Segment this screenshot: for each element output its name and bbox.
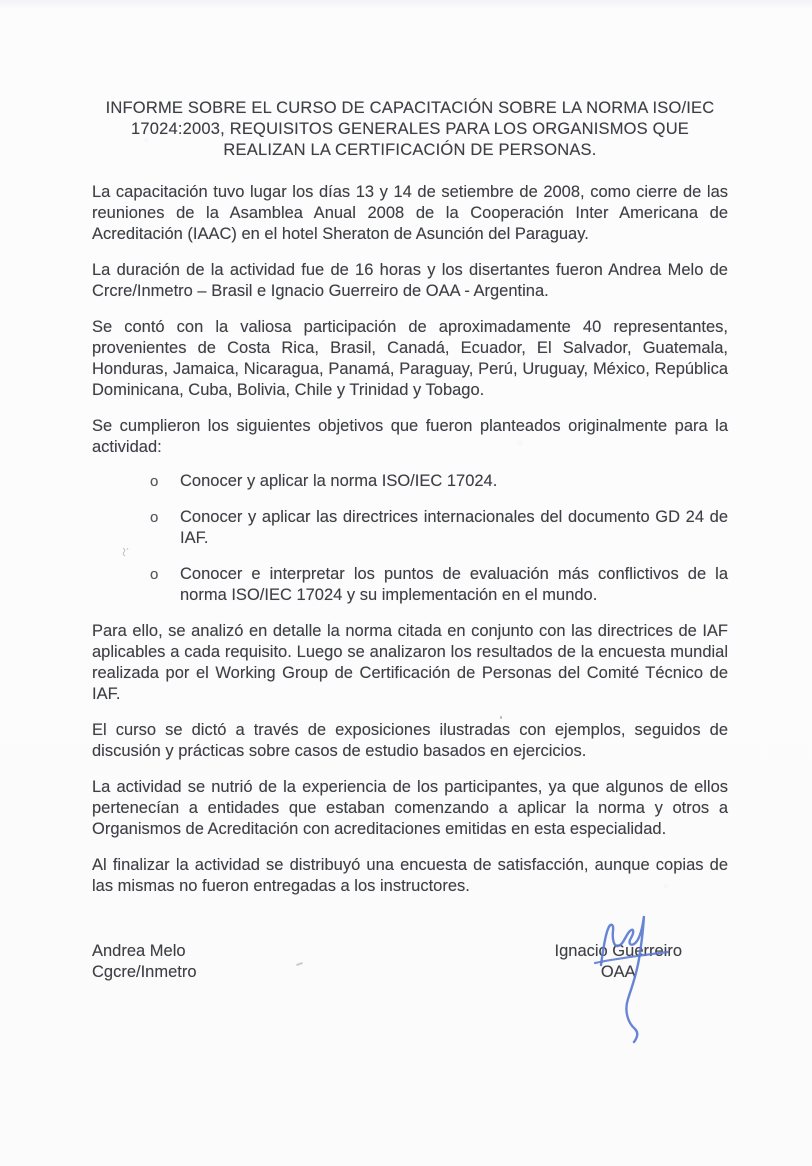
list-item — [92, 507, 728, 549]
signer-name: Ignacio Guerreiro — [554, 942, 682, 960]
signer-organization: OAA — [600, 963, 636, 981]
signature-right — [555, 941, 682, 983]
list-item-text: Conocer e interpretar los puntos de evaluación más conflictivos de la norma ISO/IEC 17024 y su implementación en el mundo. — [180, 565, 728, 604]
signature-block — [92, 941, 728, 983]
bullet-circle-icon: o — [150, 566, 159, 583]
list-item-text: Conocer y aplicar las directrices internacionales del documento GD 24 de IAF. — [180, 508, 728, 547]
objectives-list — [92, 471, 728, 606]
paragraph-analisis: Para ello, se analizó en detalle la norma citada en conjunto con las directrices de IAF aplicables a cada requisito. Luego se analizaron los resultados de la encuesta mundial realizada por el Working Group de Certificación de Personas del Comité Técnico de IAF. — [92, 622, 728, 703]
bullet-circle-icon: o — [150, 473, 159, 490]
scan-artifact-mark — [120, 546, 130, 558]
paragraph-capacitacion: La capacitación tuvo lugar los días 13 y 14 de setiembre de 2008, como cierre de las reuniones de la Asamblea Anual 2008 de la Cooperación Inter Americana de Acreditación (IAAC) en el hotel Sheraton de Asunción del Paraguay. — [92, 183, 728, 243]
paragraph-objetivos-intro: Se cumplieron los siguientes objetivos que fueron planteados originalmente para la actividad: — [92, 417, 728, 456]
bullet-circle-icon: o — [150, 509, 159, 526]
document-title: INFORME SOBRE EL CURSO DE CAPACITACIÓN SOBRE LA NORMA ISO/IEC 17024:2003, REQUISITOS GENERALES PARA LOS ORGANISMOS QUE REALIZAN LA CERTIFICACIÓN DE PERSONAS. — [105, 99, 715, 159]
paragraph-duracion: La duración de la actividad fue de 16 horas y los disertantes fueron Andrea Melo de Crcre/Inmetro – Brasil e Ignacio Guerreiro de OAA - Argentina. — [92, 261, 728, 300]
list-item — [92, 471, 728, 492]
paragraph-encuesta: Al finalizar la actividad se distribuyó una encuesta de satisfacción, aunque copias de las mismas no fueron entregadas a los instructores. — [92, 856, 728, 895]
signer-name: Andrea Melo — [92, 942, 186, 960]
scan-speck — [500, 716, 502, 719]
signature-left — [92, 941, 197, 983]
list-item-text: Conocer y aplicar la norma ISO/IEC 17024. — [180, 472, 498, 490]
paragraph-participacion: Se contó con la valiosa participación de aproximadamente 40 representantes, provenientes de Costa Rica, Brasil, Canadá, Ecuador, El Salvador, Guatemala, Honduras, Jamaica, Nicaragua, Panamá, Paraguay, Perú, Uruguay, México, República Dominicana, Cuba, Bolivia, Chile y Trinidad y Tobago. — [92, 318, 728, 399]
paragraph-experiencia: La actividad se nutrió de la experiencia de los participantes, ya que algunos de ellos pertenecían a entidades que estaban comenzando a aplicar la norma y otros a Organismos de Acreditación con acreditaciones emitidas en esta especialidad. — [92, 778, 728, 838]
signer-organization: Cgcre/Inmetro — [92, 963, 197, 981]
list-item — [92, 564, 728, 606]
paragraph-metodologia: El curso se dictó a través de exposiciones ilustradas con ejemplos, seguidos de discusión y prácticas sobre casos de estudio basados en ejercicios. — [92, 721, 728, 760]
